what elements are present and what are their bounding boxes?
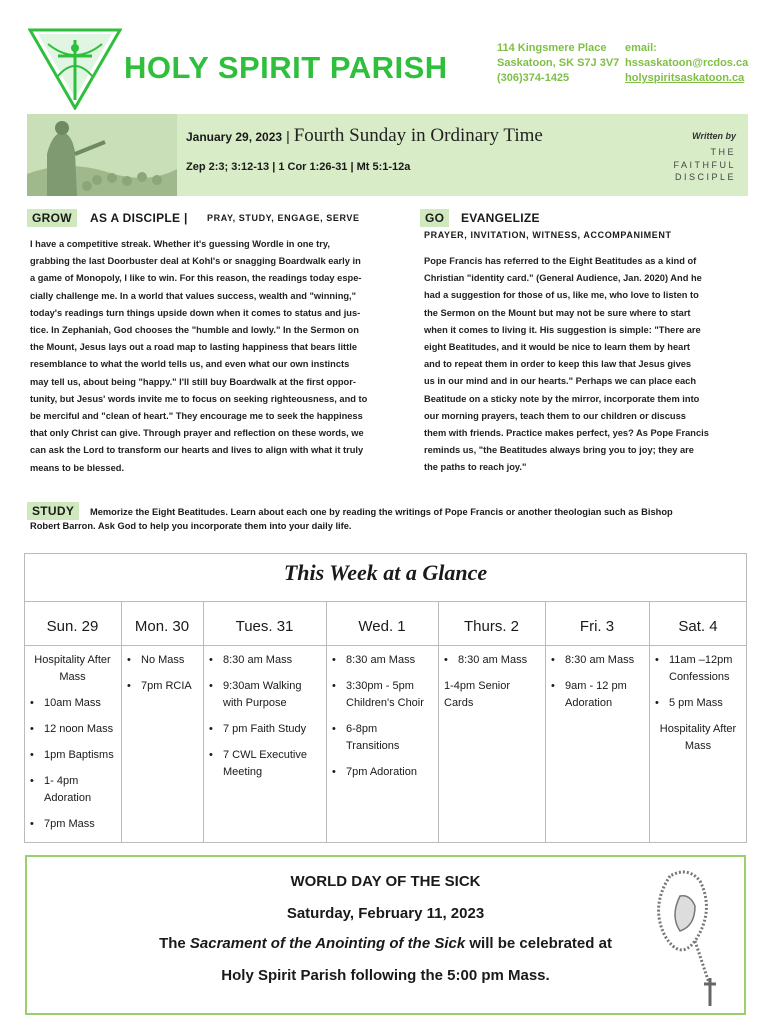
column-divider: [326, 601, 327, 843]
go-line: them with friends. Practice makes perfect, yes? As Pope Francis: [424, 428, 709, 439]
event-item: • 3:30pm - 5pm Children's Choir: [332, 678, 432, 712]
day-events: [655, 652, 741, 764]
event-item: • No Mass: [127, 652, 197, 669]
event-item: • 12 noon Mass: [30, 721, 115, 738]
table-divider: [24, 601, 747, 602]
event-item: 1-4pm Senior Cards: [444, 680, 511, 709]
event-item: • 8:30 am Mass: [332, 652, 432, 669]
grow-line: a game of Monopoly, I like to win. For this reason, the readings today espe-: [30, 273, 362, 284]
day-header: Tues. 31: [235, 618, 294, 635]
event-item: • 8:30 am Mass: [551, 652, 643, 669]
parish-contact: [625, 41, 748, 86]
written-by-label: Written by: [692, 131, 736, 141]
day-header: Mon. 30: [134, 618, 190, 635]
day-events: [444, 652, 539, 721]
go-line: our morning prayers, teach them to our children or discuss: [424, 410, 686, 421]
sick-text-post: will be celebrated at: [465, 935, 612, 952]
grow-line: today's readings turn things upside down when it comes to status and jus-: [30, 307, 361, 318]
event-item: • 7 CWL Executive Meeting: [209, 747, 320, 781]
sick-date: Saturday, February 11, 2023: [286, 905, 485, 922]
week-title: This Week at a Glance: [283, 560, 488, 585]
go-line: had a suggestion for those of us, like me, who love to listen to: [424, 290, 699, 301]
go-line: when it comes to living it. His suggestion is simple: "There are: [424, 324, 701, 335]
day-events: [209, 652, 320, 790]
grow-line: means to be blessed.: [30, 462, 125, 473]
author-line: FAITHFUL: [673, 159, 736, 170]
day-events: [332, 652, 432, 790]
email-label: email:: [625, 42, 657, 54]
table-divider: [24, 645, 747, 646]
address-line-1: 114 Kingsmere Place: [497, 42, 607, 54]
parish-address: [497, 41, 619, 86]
go-article: [424, 253, 744, 477]
go-line: Christian "identity card." (General Audience, Jan. 2020) And he: [424, 273, 702, 284]
grow-title: AS A DISCIPLE |: [90, 211, 188, 225]
parish-name: HOLY SPIRIT PARISH: [124, 50, 448, 85]
rosary-illustration: [640, 866, 740, 1012]
day-header: Sun. 29: [46, 618, 99, 635]
grow-line: that only Christ can give. Through prayer and reflection on these words, we: [30, 428, 364, 439]
sacrament-name: Sacrament of the Anointing of the Sick: [189, 935, 466, 952]
event-item: • 8:30 am Mass: [444, 652, 539, 669]
phone-number: (306)374-1425: [497, 72, 570, 84]
event-item: Hospitality After Mass: [34, 654, 111, 683]
column-divider: [121, 601, 122, 843]
event-item: • 7pm Mass: [30, 816, 115, 833]
column-divider: [203, 601, 204, 843]
day-header: Fri. 3: [579, 618, 615, 635]
grow-line: I have a competitive streak. Whether it's guessing Wordle in one try,: [30, 239, 330, 249]
day-events: [30, 652, 115, 842]
event-item: • 8:30 am Mass: [209, 652, 320, 669]
event-item: Hospitality After Mass: [659, 723, 737, 752]
go-line: us in our mind and in our hearts." Perhaps we can place each: [424, 376, 697, 387]
day-events: [127, 652, 197, 704]
day-header: Sat. 4: [678, 618, 718, 635]
sick-text-line-2: Holy Spirit Parish following the 5:00 pm Mass.: [221, 967, 550, 984]
go-subtitle: PRAYER, INVITATION, WITNESS, ACCOMPANIMENT: [424, 230, 672, 240]
grow-line: resemblance to what the world tells us, and even what our own instincts: [30, 359, 350, 370]
grow-line: the Mount, Jesus lays out a road map to lasting happiness that bears little: [30, 342, 358, 353]
grow-line: may tell us, about being "happy." I'll still buy Boardwalk at the first oppor-: [30, 376, 356, 387]
column-divider: [438, 601, 439, 843]
event-item: • 7 pm Faith Study: [209, 721, 320, 738]
website-link[interactable]: holyspiritsaskatoon.ca: [625, 72, 745, 84]
go-line: Beatitude on a sticky note by the mirror, incorporate them into: [424, 393, 700, 404]
event-item: • 9am - 12 pm Adoration: [551, 678, 643, 712]
event-item: • 6-8pm Transitions: [332, 721, 432, 755]
event-item: • 5 pm Mass: [655, 695, 741, 712]
grow-line: tunity, but Jesus' words invite me to focus on seeking righteousness, and to: [30, 393, 368, 404]
go-line: reminds us, "the Beatitudes always bring you to joy; they are: [424, 445, 694, 456]
sunday-date: January 29, 2023: [186, 130, 283, 144]
grow-article: [30, 236, 402, 477]
grow-tag: GROW: [27, 209, 77, 227]
heading-separator: |: [286, 128, 290, 144]
go-line: and to repeat them in order to keep this law that Jesus gives: [424, 359, 692, 370]
author-name: [620, 146, 736, 184]
study-text-line-1: Memorize the Eight Beatitudes. Learn about each one by reading the writings of Pope Francis or another theologian such as Bishop: [90, 507, 673, 517]
sunday-title: Fourth Sunday in Ordinary Time: [293, 125, 543, 146]
day-events: [551, 652, 643, 721]
grow-line: can ask the Lord to transform our hearts and lives to align with what it truly: [30, 445, 364, 456]
day-header: Wed. 1: [358, 618, 406, 635]
go-line: the paths to reach joy.": [424, 462, 527, 473]
event-item: • 11am –12pm Confessions: [655, 652, 741, 686]
day-header: Thurs. 2: [463, 618, 520, 635]
go-line: the Sermon on the Mount but may not be sure where to start: [424, 307, 691, 318]
sermon-on-mount-illustration: [27, 114, 177, 196]
sick-title: WORLD DAY OF THE SICK: [290, 873, 481, 890]
column-divider: [545, 601, 546, 843]
address-line-2: Saskatoon, SK S7J 3V7: [497, 57, 620, 69]
study-text-line-2: Robert Barron. Ask God to help you incorporate them into your daily life.: [30, 521, 352, 531]
event-item: • 9:30am Walking with Purpose: [209, 678, 320, 712]
event-item: • 10am Mass: [30, 695, 115, 712]
go-line: Pope Francis has referred to the Eight Beatitudes as a kind of: [424, 256, 697, 266]
go-line: eight Beatitudes, and it would be nice to learn them by heart: [424, 342, 691, 353]
column-divider: [649, 601, 650, 843]
grow-line: tice. In Zephaniah, God chooses the "humble and lowly." In the Sermon on: [30, 325, 359, 336]
sunday-heading: [186, 125, 543, 147]
event-item: • 7pm RCIA: [127, 678, 197, 695]
event-item: • 1pm Baptisms: [30, 747, 115, 764]
go-title: EVANGELIZE: [461, 211, 540, 225]
sick-text: [25, 935, 746, 952]
author-line: DISCIPLE: [674, 172, 736, 182]
grow-line: cially challenge me. In a world that values success, wealth and "winning,": [30, 290, 357, 301]
author-line: THE: [710, 147, 736, 157]
email-link[interactable]: hssaskatoon@rcdos.ca: [625, 57, 749, 69]
parish-logo: [28, 26, 122, 110]
event-item: • 1- 4pm Adoration: [30, 773, 115, 807]
sick-text-pre: The: [159, 935, 190, 952]
scripture-readings: Zep 2:3; 3:12-13 | 1 Cor 1:26-31 | Mt 5:1-12a: [186, 161, 411, 173]
event-item: • 7pm Adoration: [332, 764, 432, 781]
go-tag: GO: [420, 209, 449, 227]
grow-subtitle: PRAY, STUDY, ENGAGE, SERVE: [207, 213, 360, 223]
grow-line: be merciful and "clean of heart." They encourage me to seek the happiness: [30, 411, 363, 422]
study-tag: STUDY: [27, 502, 79, 520]
grow-line: grabbing the last Doorbuster deal at Kohl's or snagging Boardwalk early in: [30, 256, 361, 267]
